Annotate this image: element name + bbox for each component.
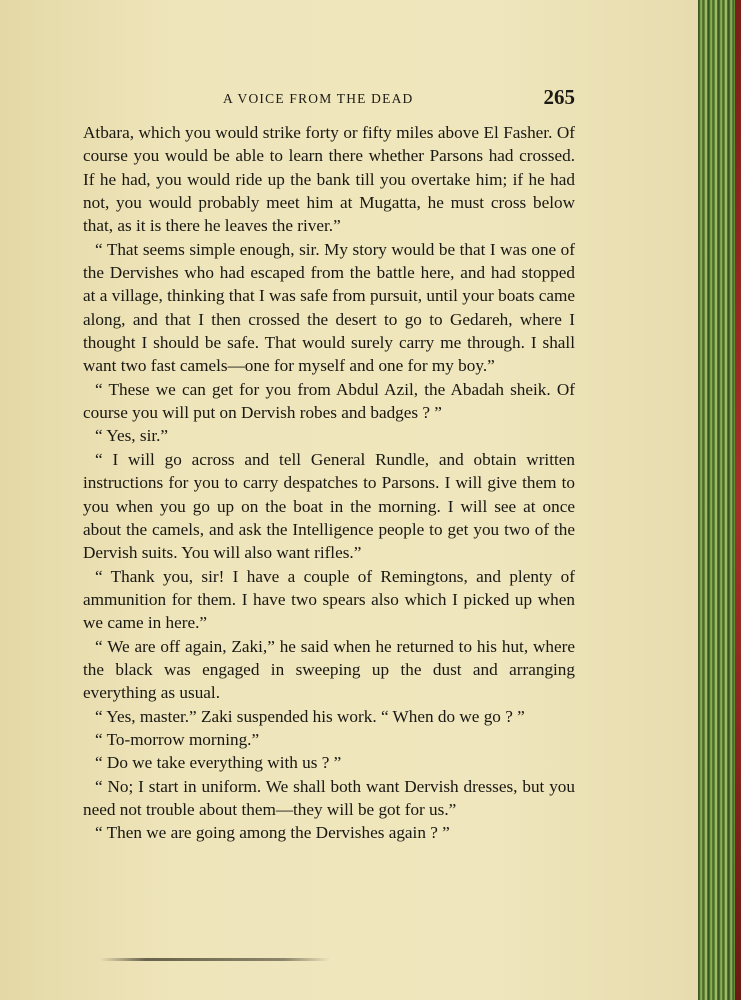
page-header xyxy=(83,82,575,112)
paragraph: “ Yes, master.” Zaki suspended his work. “ When do we go ? ” xyxy=(95,706,525,726)
paragraph: “ To-morrow morning.” xyxy=(95,729,260,749)
paragraph: Atbara, which you would strike forty or fifty miles above El Fasher. Of course you would be able to learn there whether Parsons had crossed. If he had, you would ride up the bank till you overtake him; if he had not, you would probably meet him at Mugatta, he must cross below that, as it is there he leaves the river.” xyxy=(83,123,575,236)
paragraph: “ Thank you, sir! I have a couple of Remingtons, and plenty of ammunition for them. I have two spears also which I picked up when we came in here.” xyxy=(83,566,575,633)
body-text xyxy=(83,121,575,845)
book-spine-edge xyxy=(698,0,741,1000)
paragraph: “ We are off again, Zaki,” he said when he returned to his hut, where the black was engaged in sweeping up the dust and arranging everything as usual. xyxy=(83,636,575,703)
paragraph: “ That seems simple enough, sir. My story would be that I was one of the Dervishes who had escaped from the battle here, and had stopped at a village, thinking that I was safe from pursuit, until your boats came along, and that I then crossed the desert to go to Gedareh, where I thought I should be safe. That would surely carry me through. I shall want two fast camels—one for myself and one for my boy.” xyxy=(83,239,575,376)
bottom-rule xyxy=(100,958,330,961)
page-number: 265 xyxy=(543,85,575,109)
paragraph: “ Yes, sir.” xyxy=(95,426,169,446)
paragraph: “ These we can get for you from Abdul Azil, the Abadah sheik. Of course you will put on Dervish robes and badges ? ” xyxy=(83,379,575,423)
running-head: A VOICE FROM THE DEAD xyxy=(223,91,414,106)
paragraph: “ Do we take everything with us ? ” xyxy=(95,753,342,773)
paragraph: “ Then we are going among the Dervishes again ? ” xyxy=(95,823,450,843)
paragraph: “ I will go across and tell General Rundle, and obtain written instructions for you to carry despatches to Parsons. I will give them to you when you go up on the boat in the morning. I will see at once about the camels, and ask the Intelligence people to get you two of the Dervish suits. You will also want rifles.” xyxy=(83,449,575,563)
paragraph: “ No; I start in uniform. We shall both want Dervish dresses, but you need not trouble about them—they will be got for us.” xyxy=(83,776,575,819)
